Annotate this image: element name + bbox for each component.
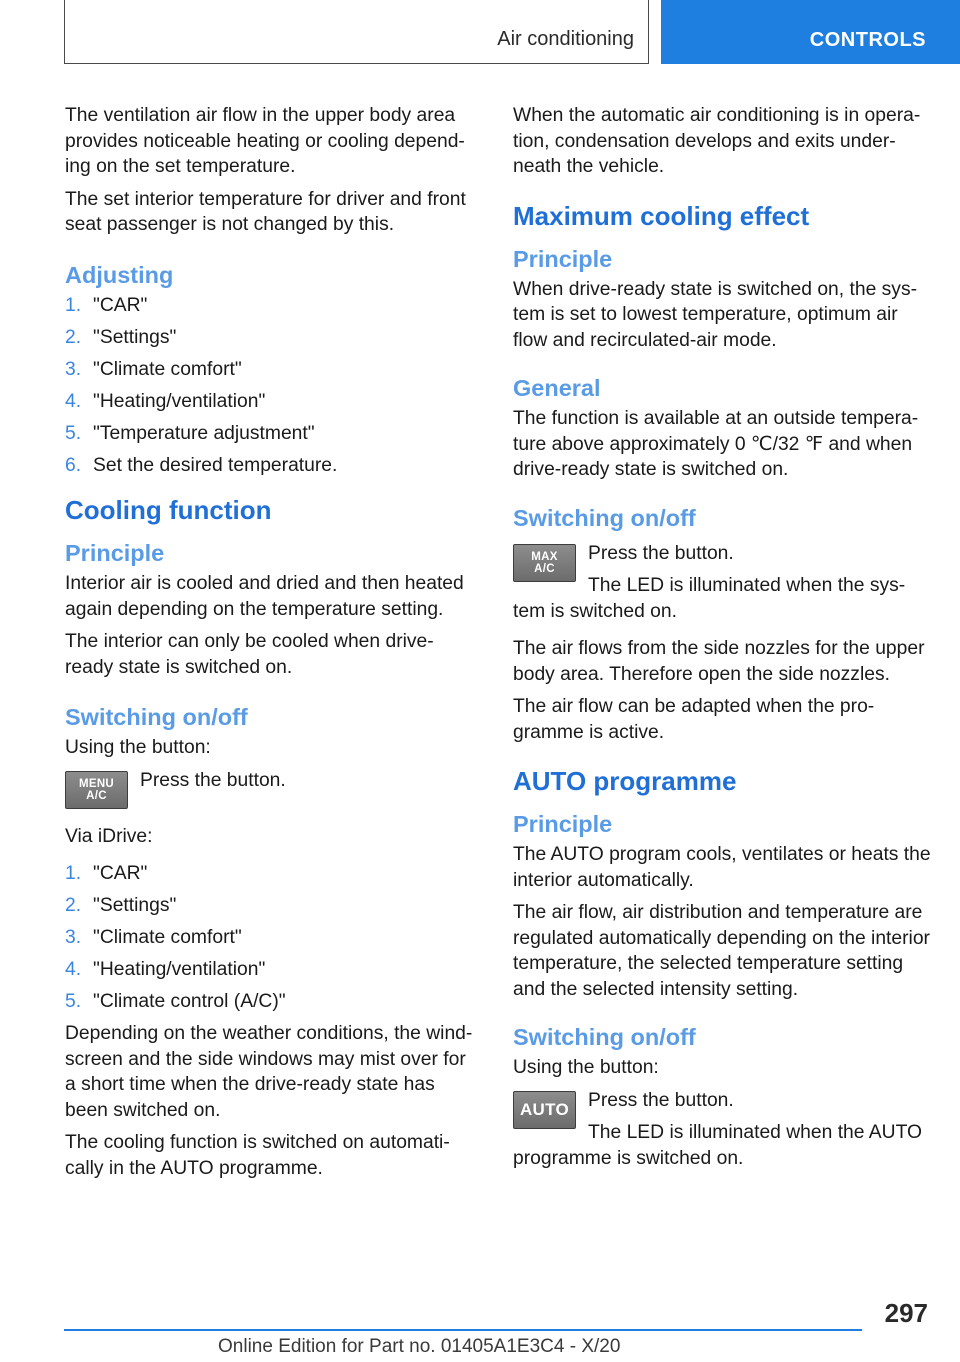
condensation-paragraph: When the automatic air conditioning is in opera-tion, condensation develops and exits under-neath the vehicle. — [513, 105, 921, 177]
right-column — [513, 103, 933, 1178]
max-ac-button-row — [513, 541, 933, 625]
adjusting-steps-list — [65, 293, 480, 479]
page-number: 297 — [884, 1298, 928, 1328]
step-number: 4. — [65, 959, 82, 980]
auto-programme-heading: AUTO programme — [513, 766, 737, 796]
cooling-function-heading: Cooling function — [65, 495, 272, 525]
general-heading: General — [513, 375, 601, 401]
general-paragraph: The function is available at an outside tempera-ture above approximately 0 ℃/32 ℉ and when drive-ready state is switched on. — [513, 408, 919, 480]
step-text: "Temperature adjustment" — [93, 422, 315, 444]
weather-paragraph: Depending on the weather conditions, the wind-screen and the side windows may mist over for a short time when the drive-ready state has been switched on. — [65, 1023, 473, 1121]
auto-led-paragraph: The LED is illuminated when the AUTO programme is switched on. — [513, 1122, 923, 1169]
max-principle-heading: Principle — [513, 245, 613, 272]
step-text: "Climate control (A/C)" — [93, 991, 286, 1012]
adjusting-step-5 — [65, 421, 480, 447]
step-text: "CAR" — [93, 863, 148, 884]
auto-press-button-text: Press the button. — [588, 1089, 734, 1111]
step-text: "Settings" — [93, 895, 177, 916]
adjusting-step-4 — [65, 389, 480, 415]
cooling-principle-paragraph-2: The interior can only be cooled when drive-ready state is switched on. — [65, 631, 434, 678]
step-number: 2. — [65, 326, 82, 348]
cooling-principle-paragraph-1: Interior air is cooled and dried and then heated again depending on the temperature setting. — [65, 573, 464, 620]
step-number: 5. — [65, 991, 82, 1012]
footer-divider — [64, 1329, 862, 1331]
auto-switching-heading: Switching on/off — [513, 1024, 696, 1050]
idrive-step-5 — [65, 989, 480, 1015]
auto-button-icon: AUTO — [513, 1091, 576, 1129]
step-number: 6. — [65, 454, 82, 476]
adjusting-step-6 — [65, 453, 480, 479]
left-column — [65, 103, 480, 1188]
max-principle-paragraph: When drive-ready state is switched on, the sys-tem is set to lowest temperature, optimum air flow and recirculated-air mode. — [513, 278, 918, 351]
max-press-button-text: Press the button. — [588, 542, 734, 564]
step-text: "Heating/ventilation" — [93, 959, 266, 980]
idrive-step-1 — [65, 861, 480, 887]
step-text: Set the desired temperature. — [93, 454, 338, 476]
airflow-paragraph-1: The air flows from the side nozzles for the upper body area. Therefore open the side nozzles. — [513, 638, 925, 685]
idrive-steps-list — [65, 861, 480, 1015]
adjusting-step-2 — [65, 325, 480, 351]
airflow-paragraph-2: The air flow can be adapted when the pro-gramme is active. — [513, 696, 875, 743]
intro-paragraph-2: The set interior temperature for driver and front seat passenger is not changed by this. — [65, 188, 466, 235]
adjusting-step-1 — [65, 293, 480, 319]
step-number: 5. — [65, 422, 82, 444]
step-text: "Climate comfort" — [93, 358, 242, 380]
auto-paragraph-1: The AUTO program cools, ventilates or heats the interior automatically. — [513, 844, 931, 891]
step-text: "Heating/ventilation" — [93, 390, 266, 412]
auto-cooling-paragraph: The cooling function is switched on automati-cally in the AUTO programme. — [65, 1132, 450, 1179]
header-chapter-title: CONTROLS — [809, 29, 926, 51]
auto-paragraph-2: The air flow, air distribution and temperature are regulated automatically depending on the interior temperature, the selected temperature setting and the selected intensity setting. — [513, 902, 930, 1000]
via-idrive-label: Via iDrive: — [65, 825, 153, 847]
step-text: "CAR" — [93, 294, 148, 316]
footer-edition-text: Online Edition for Part no. 01405A1E3C4 - X/20 — [218, 1336, 621, 1357]
idrive-step-3 — [65, 925, 480, 951]
cooling-switching-heading: Switching on/off — [65, 704, 248, 730]
step-number: 4. — [65, 390, 82, 412]
step-text: "Settings" — [93, 326, 177, 348]
press-button-text: Press the button. — [140, 769, 286, 791]
step-text: "Climate comfort" — [93, 927, 242, 948]
menu-ac-button-icon: MENU A/C — [65, 771, 128, 809]
auto-using-button-label: Using the button: — [513, 1057, 659, 1078]
intro-paragraph-1: The ventilation air flow in the upper body area provides noticeable heating or cooling depend-ing on the set temperature. — [65, 105, 465, 177]
step-number: 1. — [65, 294, 82, 316]
step-number: 2. — [65, 895, 82, 916]
auto-button-row — [513, 1088, 933, 1172]
max-led-paragraph: The LED is illuminated when the sys-tem is switched on. — [513, 575, 906, 622]
idrive-step-4 — [65, 957, 480, 983]
header-section-title: Air conditioning — [497, 28, 634, 50]
adjusting-heading: Adjusting — [65, 261, 174, 288]
adjusting-step-3 — [65, 357, 480, 383]
header-section-box — [64, 0, 649, 64]
cooling-principle-heading: Principle — [65, 540, 165, 566]
menu-ac-button-row — [65, 768, 480, 812]
idrive-step-2 — [65, 893, 480, 919]
step-number: 3. — [65, 358, 82, 380]
auto-principle-heading: Principle — [513, 811, 613, 837]
header-chapter-tab — [661, 0, 960, 64]
step-number: 3. — [65, 927, 82, 948]
step-number: 1. — [65, 863, 82, 884]
max-switching-heading: Switching on/off — [513, 504, 696, 531]
max-ac-button-icon: MAX A/C — [513, 544, 576, 582]
maximum-cooling-heading: Maximum cooling effect — [513, 200, 810, 231]
using-button-label: Using the button: — [65, 737, 211, 758]
